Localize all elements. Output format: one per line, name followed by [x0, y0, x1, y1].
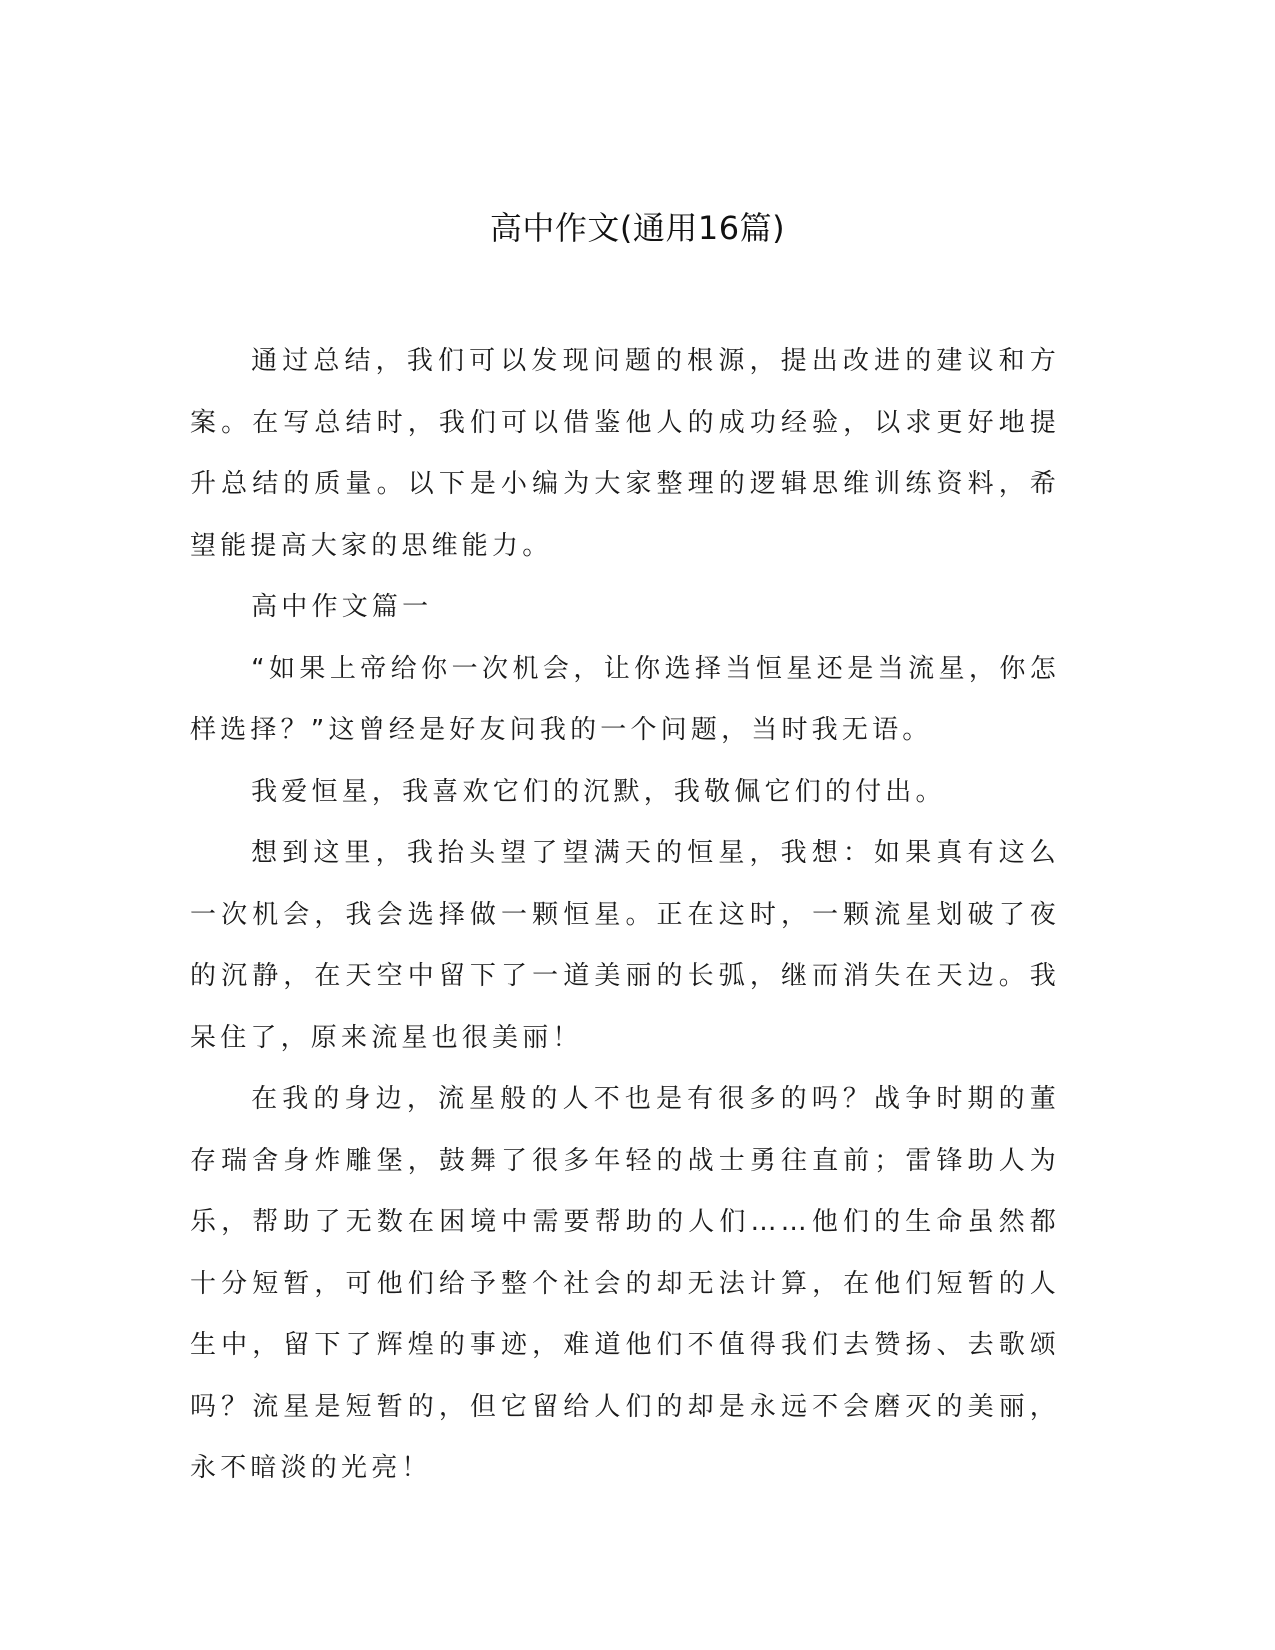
- body-paragraph: 我爱恒星，我喜欢它们的沉默，我敬佩它们的付出。: [251, 776, 946, 807]
- section-heading: 高中作文篇一: [251, 592, 433, 622]
- document-title: 高中作文(通用16篇): [489, 209, 786, 247]
- intro-paragraph: 通过总结，我们可以发现问题的根源，提出改进的建议和方案。在写总结时，我们可以借鉴他人的成功经验，以求更好地提升总结的质量。以下是小编为大家整理的逻辑思维训练资料，希望能提高大家的思维能力。: [190, 346, 1060, 561]
- document-body: [190, 331, 1060, 1500]
- body-paragraph: 想到这里，我抬头望了望满天的恒星，我想：如果真有这么一次机会，我会选择做一颗恒星。正在这时，一颗流星划破了夜的沉静，在天空中留下了一道美丽的长弧，继而消失在天边。我呆住了，原来流星也很美丽！: [190, 838, 1060, 1053]
- body-paragraph: “如果上帝给你一次机会，让你选择当恒星还是当流星，你怎样选择？”这曾经是好友问我的一个问题，当时我无语。: [190, 653, 1060, 745]
- body-paragraph: 在我的身边，流星般的人不也是有很多的吗？战争时期的董存瑞舍身炸雕堡，鼓舞了很多年轻的战士勇往直前；雷锋助人为乐，帮助了无数在困境中需要帮助的人们……他们的生命虽然都十分短暂，可他们给予整个社会的却无法计算，在他们短暂的人生中，留下了辉煌的事迹，难道他们不值得我们去赞扬、去歌颂吗？流星是短暂的，但它留给人们的却是永远不会磨灭的美丽，永不暗淡的光亮！: [190, 1084, 1060, 1483]
